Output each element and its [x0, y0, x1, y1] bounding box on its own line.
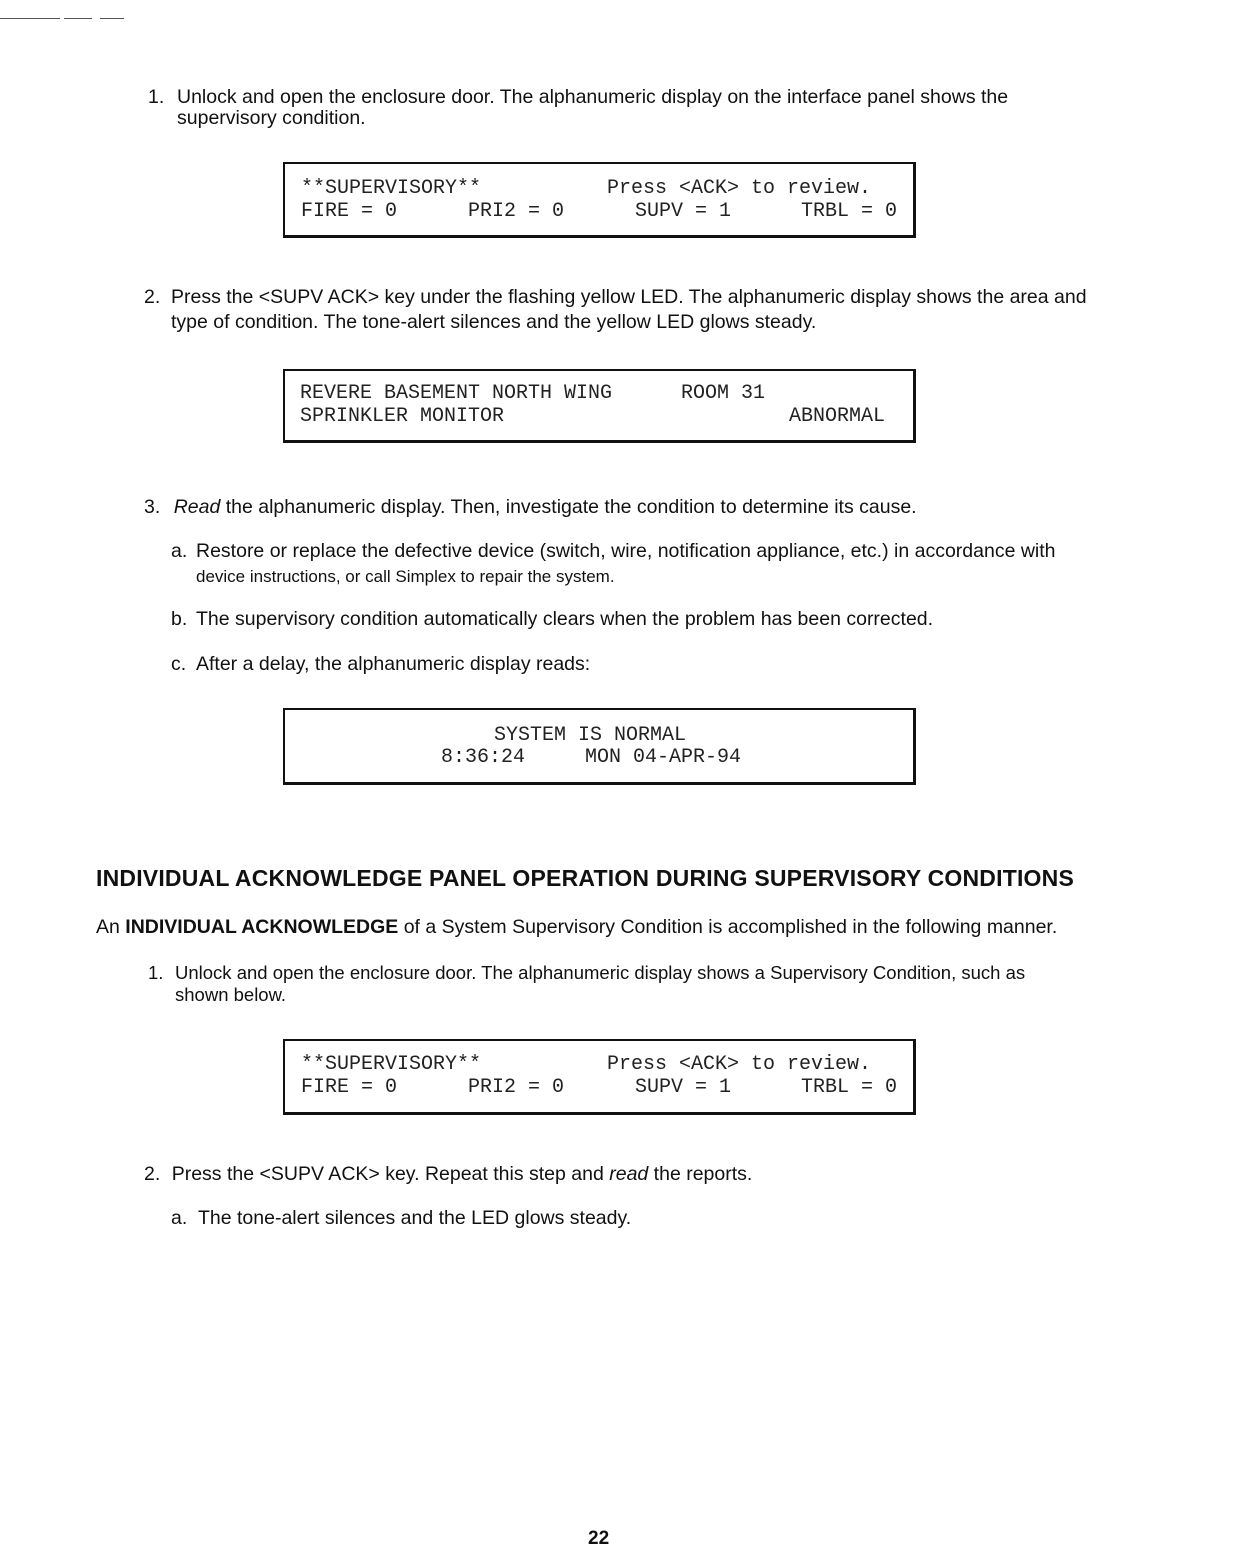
substep-letter: b. [171, 608, 188, 630]
display-fire-count: FIRE = 0 [301, 200, 398, 223]
display-time: 8:36:24 [441, 746, 526, 769]
display-fire-count: FIRE = 0 [301, 1076, 398, 1099]
intro-text-pre: An [96, 916, 126, 938]
intro-text-bold: INDIVIDUAL ACKNOWLEDGE [125, 916, 399, 938]
alphanumeric-display-normal [283, 708, 916, 785]
step-text-2: type of condition. The tone-alert silences and the yellow LED glows steady. [171, 311, 817, 333]
step-number: 1. [148, 86, 165, 108]
substep-text: After a delay, the alphanumeric display reads: [196, 653, 591, 675]
step-number: 1. [148, 962, 164, 983]
display-line1-right: Press <ACK> to review. [607, 1053, 872, 1076]
page-number: 22 [588, 1528, 610, 1549]
display-line1-left: **SUPERVISORY** [301, 1053, 482, 1076]
step-number: 2. [144, 1163, 161, 1185]
step-2-individual [144, 1163, 752, 1186]
substep-letter: a. [171, 1207, 188, 1229]
scan-mark [0, 18, 124, 20]
display-date: MON 04-APR-94 [585, 746, 742, 769]
step-number: 3. [144, 496, 161, 518]
display-device: SPRINKLER MONITOR [300, 405, 505, 428]
display-trbl-count: TRBL = 0 [801, 1076, 898, 1099]
step-number: 2. [144, 286, 161, 308]
substep-text-2: device instructions, or call Simplex to repair the system. [196, 567, 615, 586]
display-trbl-count: TRBL = 0 [801, 200, 898, 223]
step-text-post: the reports. [648, 1163, 753, 1185]
step-text-pre: Press the <SUPV ACK> key. Repeat this step and [171, 1163, 610, 1185]
display-line1-left: **SUPERVISORY** [301, 177, 482, 200]
substep-letter: a. [171, 540, 188, 562]
substep-text: The supervisory condition automatically clears when the problem has been corrected. [196, 608, 934, 630]
intro-text-post: of a System Supervisory Condition is accomplished in the following manner. [398, 916, 1058, 938]
display-supv-count: SUPV = 1 [635, 200, 732, 223]
display-system-status: SYSTEM IS NORMAL [494, 724, 687, 747]
display-location: REVERE BASEMENT NORTH WING [300, 382, 613, 405]
display-room: ROOM 31 [681, 382, 766, 405]
substep-text: The tone-alert silences and the LED glows steady. [198, 1207, 632, 1229]
step-text-2: shown below. [175, 984, 287, 1005]
step-3 [144, 496, 1114, 519]
step-text: the alphanumeric display. Then, investigate the condition to determine its cause. [220, 496, 917, 518]
step-text: Unlock and open the enclosure door. The alphanumeric display on the interface panel shows the [177, 86, 1009, 108]
display-status: ABNORMAL [789, 405, 886, 428]
alphanumeric-display-supervisory-2 [283, 1039, 916, 1115]
step-text-italic: Read [173, 496, 221, 518]
substep-text: Restore or replace the defective device (switch, wire, notification appliance, etc.) in accordance with [196, 540, 1056, 562]
step-text: Press the <SUPV ACK> key under the flashing yellow LED. The alphanumeric display shows the area and [171, 286, 1087, 308]
substep-letter: c. [171, 653, 187, 675]
step-text-italic: read [609, 1163, 649, 1185]
display-pri2-count: PRI2 = 0 [468, 200, 565, 223]
alphanumeric-display-location [283, 369, 916, 443]
display-line1-right: Press <ACK> to review. [607, 177, 872, 200]
section-intro [96, 916, 1057, 939]
step-text-2: supervisory condition. [177, 107, 366, 129]
display-pri2-count: PRI2 = 0 [468, 1076, 565, 1099]
display-supv-count: SUPV = 1 [635, 1076, 732, 1099]
step-text: Unlock and open the enclosure door. The alphanumeric display shows a Supervisory Condition, such as [175, 962, 1026, 983]
section-heading: INDIVIDUAL ACKNOWLEDGE PANEL OPERATION DURING SUPERVISORY CONDITIONS [96, 865, 1074, 891]
alphanumeric-display-supervisory [283, 162, 916, 238]
